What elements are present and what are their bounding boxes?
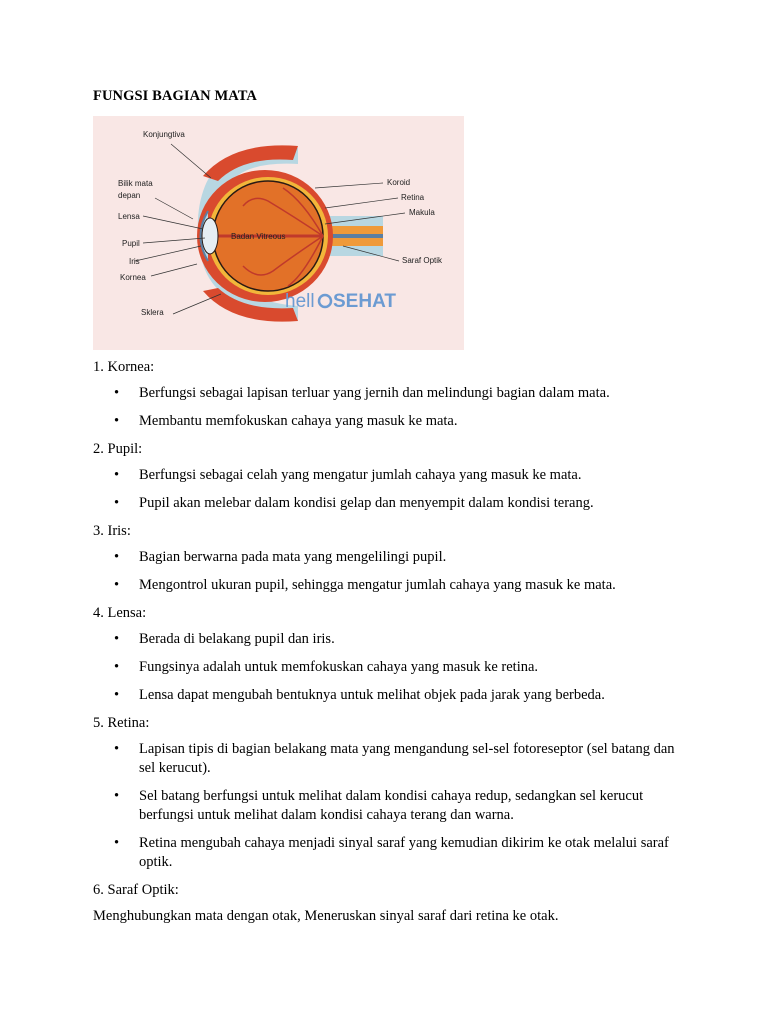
bullet-icon: • xyxy=(114,687,120,703)
bullet-list-kornea xyxy=(93,384,683,431)
section-heading-saraf-optik: 6. Saraf Optik: xyxy=(93,882,179,898)
eye-anatomy-diagram xyxy=(93,116,464,350)
section-paragraph-saraf-optik: Menghubungkan mata dengan otak, Meneruskan sinyal saraf dari retina ke otak. xyxy=(93,908,559,924)
bullet-icon: • xyxy=(114,549,120,565)
section-heading-retina: 5. Retina: xyxy=(93,715,150,731)
bullet-list-iris xyxy=(93,548,683,595)
lens-shape xyxy=(202,218,218,254)
label-makula: Makula xyxy=(409,208,435,217)
list-item-text: Mengontrol ukuran pupil, sehingga mengatur jumlah cahaya yang masuk ke mata. xyxy=(139,577,616,593)
list-item xyxy=(93,384,683,403)
watermark-sehat: SEHAT xyxy=(333,291,396,312)
sections-container xyxy=(93,358,683,926)
list-item-text: Berfungsi sebagai celah yang mengatur jumlah cahaya yang masuk ke mata. xyxy=(139,467,582,483)
label-bilik-mata-line2: depan xyxy=(118,191,141,200)
list-item xyxy=(93,576,683,595)
label-pupil: Pupil xyxy=(122,239,140,248)
document-page xyxy=(93,86,683,926)
list-item xyxy=(93,787,683,825)
label-bilik-mata-line1: Bilik mata xyxy=(118,179,153,188)
bullet-icon: • xyxy=(114,631,120,647)
bullet-icon: • xyxy=(114,577,120,593)
list-item xyxy=(93,658,683,677)
list-item-text: Pupil akan melebar dalam kondisi gelap dan menyempit dalam kondisi terang. xyxy=(139,495,594,511)
list-item-text: Sel batang berfungsi untuk melihat dalam kondisi cahaya redup, sedangkan sel kerucut berfungsi untuk melihat dalam kondisi cahaya terang dan warna. xyxy=(139,788,644,823)
list-item-text: Membantu memfokuskan cahaya yang masuk ke mata. xyxy=(139,413,458,429)
bullet-icon: • xyxy=(114,659,120,675)
label-retina: Retina xyxy=(401,193,425,202)
bullet-icon: • xyxy=(114,788,120,804)
label-sklera: Sklera xyxy=(141,308,164,317)
list-item xyxy=(93,548,683,567)
list-item-text: Berfungsi sebagai lapisan terluar yang jernih dan melindungi bagian dalam mata. xyxy=(139,385,610,401)
document-title: FUNGSI BAGIAN MATA xyxy=(93,88,257,104)
list-item-text: Fungsinya adalah untuk memfokuskan cahaya yang masuk ke retina. xyxy=(139,659,539,675)
bullet-icon: • xyxy=(114,385,120,401)
section-heading-lensa: 4. Lensa: xyxy=(93,605,147,621)
bullet-icon: • xyxy=(114,413,120,429)
label-kornea: Kornea xyxy=(120,273,146,282)
list-item xyxy=(93,740,683,778)
list-item xyxy=(93,834,683,872)
label-lensa: Lensa xyxy=(118,212,140,221)
list-item xyxy=(93,686,683,705)
bullet-icon: • xyxy=(114,495,120,511)
list-item-text: Lensa dapat mengubah bentuknya untuk melihat objek pada jarak yang berbeda. xyxy=(139,687,605,703)
bullet-icon: • xyxy=(114,741,120,757)
label-saraf-optik: Saraf Optik xyxy=(402,256,443,265)
bullet-list-lensa xyxy=(93,630,683,705)
section-heading-pupil: 2. Pupil: xyxy=(93,441,143,457)
section-heading-kornea: 1. Kornea: xyxy=(93,359,155,375)
list-item xyxy=(93,466,683,485)
list-item-text: Berada di belakang pupil dan iris. xyxy=(139,631,335,647)
list-item-text: Lapisan tipis di bagian belakang mata yang mengandung sel-sel fotoreseptor (sel batang dan sel kerucut). xyxy=(139,741,675,776)
label-badan-vitreous: Badan Vitreous xyxy=(231,232,286,241)
watermark-hello: hell xyxy=(285,291,315,312)
list-item xyxy=(93,412,683,431)
label-iris: Iris xyxy=(129,257,140,266)
section-heading-iris: 3. Iris: xyxy=(93,523,131,539)
list-item-text: Bagian berwarna pada mata yang mengelilingi pupil. xyxy=(139,549,447,565)
bullet-list-retina xyxy=(93,740,683,872)
list-item xyxy=(93,494,683,513)
bullet-icon: • xyxy=(114,835,120,851)
bullet-icon: • xyxy=(114,467,120,483)
list-item xyxy=(93,630,683,649)
label-konjungtiva: Konjungtiva xyxy=(143,130,185,139)
bullet-list-pupil xyxy=(93,466,683,513)
label-koroid: Koroid xyxy=(387,178,411,187)
list-item-text: Retina mengubah cahaya menjadi sinyal saraf yang kemudian dikirim ke otak melalui saraf optik. xyxy=(139,835,669,870)
